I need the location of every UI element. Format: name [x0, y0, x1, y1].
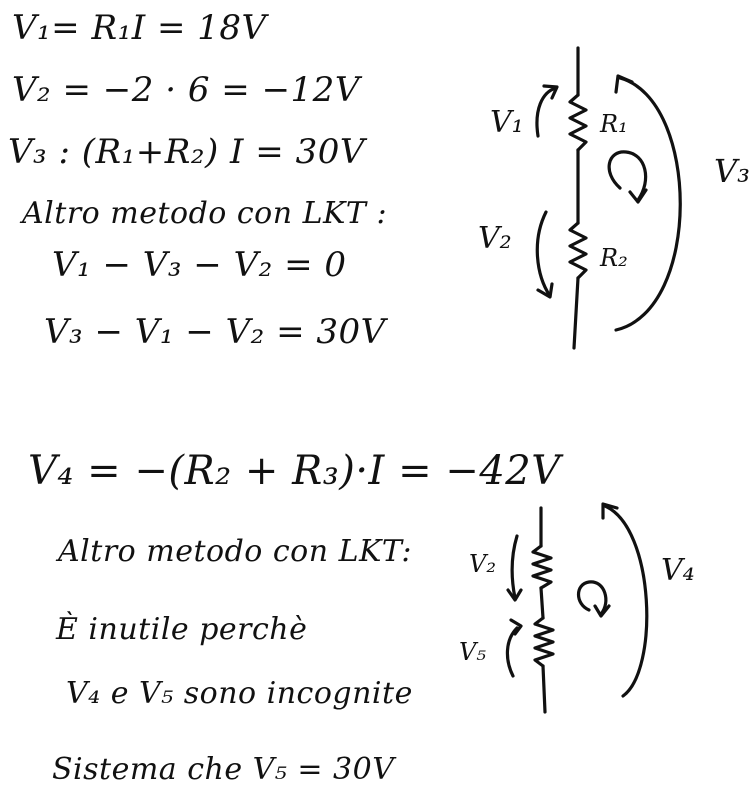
resistor-lower: [535, 618, 553, 666]
loop-current-arrow-head: [630, 190, 646, 202]
lkt-eq-1: V₁ − V₃ − V₂ = 0: [52, 245, 347, 285]
label-v1: V₁: [490, 105, 524, 140]
note-unknowns: V₄ e V₅ sono incognite: [66, 676, 413, 711]
wire-bottom-2: [543, 666, 545, 712]
label-v3: V₃: [714, 152, 750, 190]
resistor-r2: [570, 223, 586, 278]
v3-arrow-head: [616, 76, 632, 92]
label-v2: V₂: [478, 221, 512, 256]
label-v4: V₄: [661, 553, 695, 588]
loop-current-arrow-2: [579, 582, 606, 614]
loop-current-arrow: [609, 152, 645, 200]
circuit-diagram-2: [455, 500, 705, 725]
eq-v4: V₄ = −(R₂ + R₃)·I = −42V: [28, 448, 561, 494]
alt-method-heading-1: Altro metodo con LKT :: [22, 196, 388, 231]
resistor-r1: [570, 95, 586, 150]
v2-arrow: [537, 212, 550, 296]
note-useless: È inutile perchè: [56, 612, 308, 647]
label-v2-2: V₂: [469, 550, 496, 578]
v2-arrow-2: [512, 536, 517, 598]
resistor-upper: [533, 546, 551, 588]
eq-v3: V₃ : (R₁+R₂) I = 30V: [8, 132, 365, 172]
eq-v2: V₂ = −2 · 6 = −12V: [12, 70, 360, 110]
label-r1: R₁: [600, 110, 628, 138]
lkt-eq-2: V₃ − V₁ − V₂ = 30V: [44, 312, 386, 352]
label-v5: V₅: [459, 638, 486, 666]
label-r2: R₂: [600, 244, 628, 272]
eq-v1: V₁= R₁I = 18V: [12, 8, 267, 48]
alt-method-heading-2: Altro metodo con LKT:: [58, 534, 412, 569]
wire-middle-2: [541, 588, 543, 618]
circuit-diagram-1: [470, 40, 750, 360]
wire-bottom: [574, 278, 578, 348]
note-system: Sistema che V₅ = 30V: [52, 752, 395, 787]
v4-arc: [605, 506, 647, 696]
